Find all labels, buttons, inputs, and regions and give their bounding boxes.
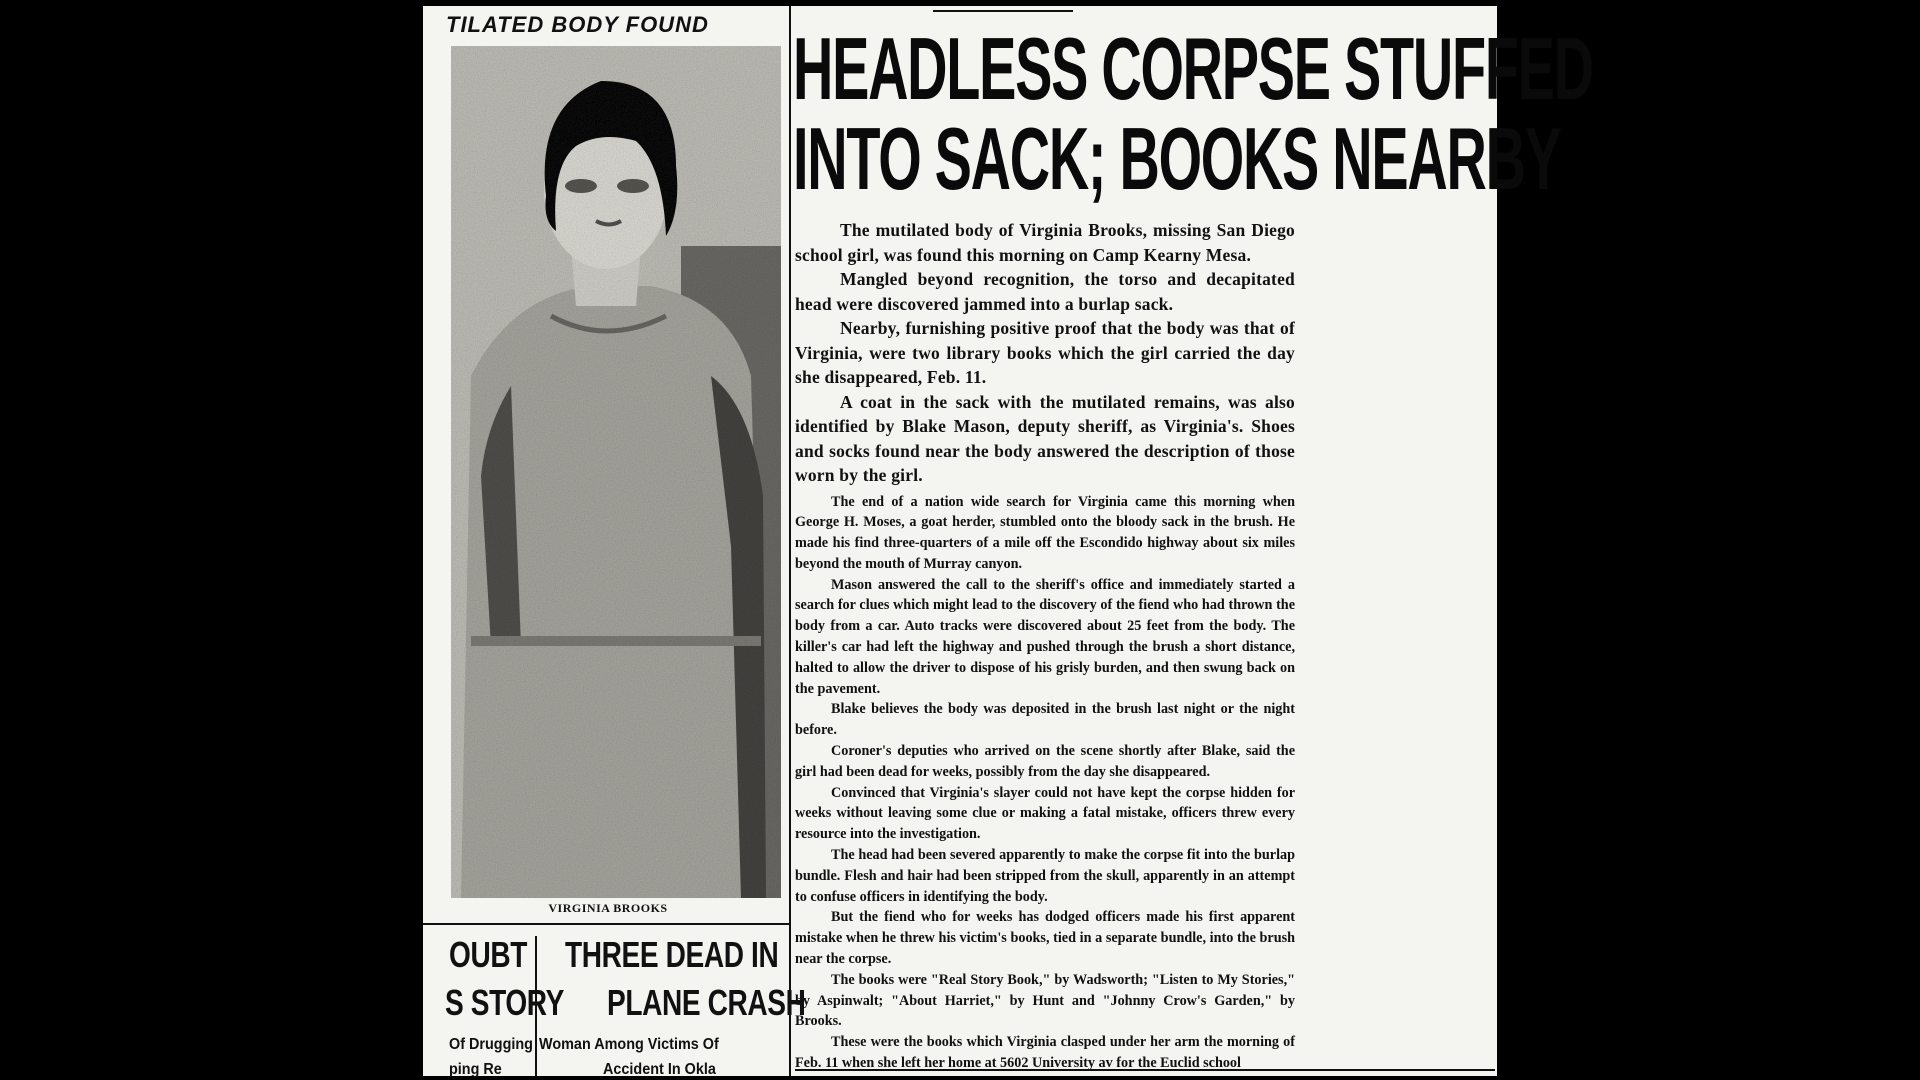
lead-paragraph: Mangled beyond recognition, the torso and decapitated head were discovered jammed into a burlap sack.: [795, 269, 1295, 314]
article-body: [795, 218, 1295, 1072]
side-story-left-deck2: ping Re: [449, 1061, 502, 1078]
lead-paragraph: Nearby, furnishing positive proof that the body was that of Virginia, were two library books which the girl carried the day she disappeared, Feb. 11.: [795, 318, 1295, 387]
side-story-right-deck1: Woman Among Victims Of: [539, 1036, 719, 1053]
lead-paragraph: A coat in the sack with the mutilated remains, was also identified by Blake Mason, deputy sheriff, as Virginia's. Shoes and socks found near the body answered the description of those worn by the girl.: [795, 391, 1295, 485]
newspaper-page: [423, 6, 1593, 1078]
body-paragraph: The books were "Real Story Book," by Wadsworth; "Listen to My Stories," by Aspinwalt; "About Harriet," by Hunt and "Johnny Crow's Garden," by Brooks.: [795, 971, 1295, 1030]
body-paragraph: Blake believes the body was deposited in the brush last night or the night before.: [795, 701, 1295, 739]
body-paragraph: The head had been severed apparently to make the corpse fit into the burlap bundle. Flesh and hair had been stripped from the skull, apparently in an attempt to confuse officers in identifying the body.: [795, 847, 1295, 905]
side-story-right-line1: THREE DEAD IN: [565, 934, 779, 975]
body-paragraph: Coroner's deputies who arrived on the scene shortly after Blake, said the girl had been dead for weeks, possibly from the day she disappeared.: [795, 743, 1295, 780]
portrait-photo: [451, 46, 781, 898]
body-paragraph: Convinced that Virginia's slayer could not have kept the corpse hidden for weeks without leaving some clue or making a fatal mistake, officers threw every resource into the investigation.: [795, 784, 1295, 843]
body-section: [795, 492, 1295, 1074]
body-paragraph: But the fiend who for weeks has dodged officers made his first apparent mistake when he threw his victim's books, tied in a separate bundle, into the brush near the corpse.: [795, 909, 1295, 968]
side-story-left-line1: OUBT: [449, 934, 527, 975]
body-paragraph: Mason answered the call to the sheriff's office and immediately started a search for clues which might lead to the discovery of the fiend who had thrown the body from a car. Auto tracks were discovered about 25 feet from the body. The killer's car had left the highway and pushed through the brush a short distance, halted to allow the driver to dispose of his grisly burden, and then swung back on the pavement.: [795, 576, 1295, 697]
side-story-left-line2: S STORY: [445, 982, 564, 1023]
side-story-right-deck2: Accident In Okla: [603, 1061, 716, 1078]
lead-paragraph: The mutilated body of Virginia Brooks, missing San Diego school girl, was found this morning on Camp Kearny Mesa.: [795, 220, 1295, 265]
headline-line-2: INTO SACK; BOOKS NEARBY: [793, 109, 1561, 208]
top-rule: [933, 10, 1073, 12]
portrait-image: [451, 46, 781, 898]
body-paragraph: The end of a nation wide search for Virginia came this morning when George H. Moses, a goat herder, stumbled onto the bloody sack in the brush. He made his find three-quarters of a mile off the Escondido highway about six miles beyond the mouth of Murray canyon.: [795, 493, 1295, 572]
photo-caption: VIRGINIA BROOKS: [548, 901, 668, 915]
side-story-left-deck1: Of Drugging: [449, 1036, 533, 1053]
photo-kicker: TILATED BODY FOUND: [446, 12, 709, 37]
main-headline: [793, 19, 1593, 208]
side-story-right-line2: PLANE CRASH: [607, 982, 806, 1023]
caption-rule: [423, 923, 789, 925]
headline-line-1: HEADLESS CORPSE STUFFED: [793, 19, 1593, 118]
lead-section: [795, 218, 1295, 488]
body-paragraph: These were the books which Virginia clasped under her arm the morning of Feb. 11 when she left her home at 5602 University av for the Euclid school: [795, 1034, 1295, 1072]
